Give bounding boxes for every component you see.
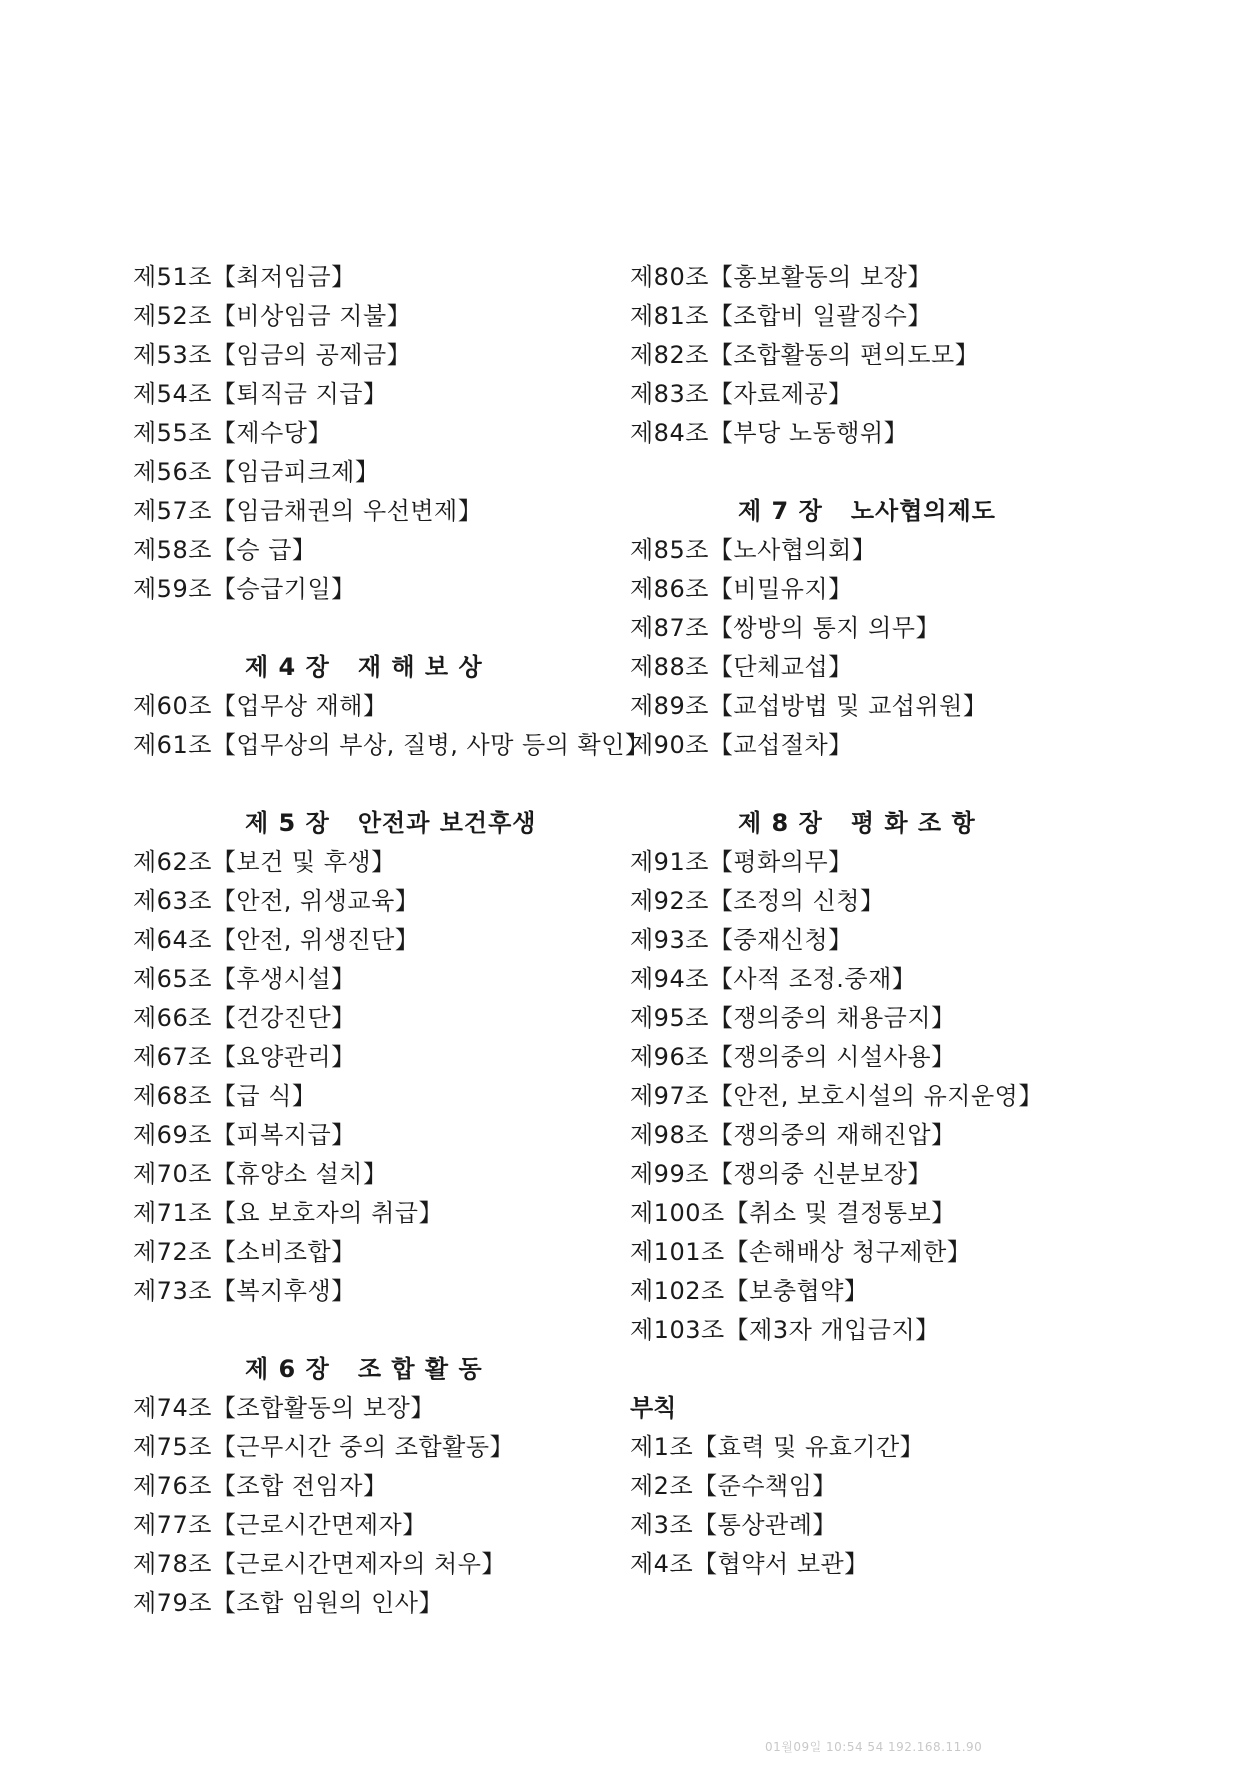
toc-entry: 제77조【근로시간면제자】 — [133, 1511, 427, 1539]
toc-entry: 제73조【복지후생】 — [133, 1277, 356, 1305]
chapter-heading-7: 제 7 장 노사협의제도 — [738, 497, 996, 525]
toc-entry: 제52조【비상임금 지불】 — [133, 302, 412, 330]
toc-entry: 제101조【손해배상 청구제한】 — [630, 1238, 972, 1266]
toc-entry: 제64조【안전, 위생진단】 — [133, 926, 420, 954]
toc-entry: 제85조【노사협의회】 — [630, 536, 877, 564]
toc-list — [630, 258, 1150, 453]
toc-entry: 제1조【효력 및 유효기간】 — [630, 1433, 925, 1461]
toc-list — [133, 1389, 603, 1623]
toc-entry: 제86조【비밀유지】 — [630, 575, 853, 603]
toc-entry: 제65조【후생시설】 — [133, 965, 356, 993]
toc-entry: 제102조【보충협약】 — [630, 1277, 869, 1305]
toc-entry: 제91조【평화의무】 — [630, 848, 853, 876]
toc-list — [133, 843, 603, 1311]
toc-entry: 제80조【홍보활동의 보장】 — [630, 263, 932, 291]
toc-entry: 제97조【안전, 보호시설의 유지운영】 — [630, 1082, 1043, 1110]
toc-entry: 제92조【조정의 신청】 — [630, 887, 885, 915]
toc-entry: 제53조【임금의 공제금】 — [133, 341, 412, 369]
toc-entry: 제63조【안전, 위생교육】 — [133, 887, 420, 915]
toc-entry: 제3조【통상관례】 — [630, 1511, 837, 1539]
toc-entry: 제87조【쌍방의 통지 의무】 — [630, 614, 940, 642]
toc-entry: 제70조【휴양소 설치】 — [133, 1160, 388, 1188]
toc-entry: 제99조【쟁의중 신분보장】 — [630, 1160, 932, 1188]
toc-entry: 제57조【임금채권의 우선변제】 — [133, 497, 483, 525]
toc-entry: 제66조【건강진단】 — [133, 1004, 356, 1032]
toc-entry: 제79조【조합 임원의 인사】 — [133, 1589, 443, 1617]
toc-entry: 제58조【승 급】 — [133, 536, 317, 564]
toc-left-column — [133, 258, 650, 1623]
toc-entry: 제59조【승급기일】 — [133, 575, 356, 603]
toc-entry: 제100조【취소 및 결정통보】 — [630, 1199, 956, 1227]
toc-entry: 제51조【최저임금】 — [133, 263, 356, 291]
toc-entry: 제54조【퇴직금 지급】 — [133, 380, 388, 408]
chapter-heading-5: 제 5 장 안전과 보건후생 — [245, 809, 537, 837]
toc-entry: 제76조【조합 전임자】 — [133, 1472, 388, 1500]
toc-list — [630, 531, 1150, 765]
toc-entry: 제68조【급 식】 — [133, 1082, 317, 1110]
toc-entry: 제96조【쟁의중의 시설사용】 — [630, 1043, 956, 1071]
toc-list — [133, 687, 650, 765]
toc-entry: 제72조【소비조합】 — [133, 1238, 356, 1266]
appendix-heading: 부칙 — [630, 1394, 677, 1422]
toc-entry: 제82조【조합활동의 편의도모】 — [630, 341, 980, 369]
toc-list — [630, 843, 1150, 1350]
toc-entry: 제83조【자료제공】 — [630, 380, 853, 408]
toc-entry: 제94조【사적 조정.중재】 — [630, 965, 917, 993]
toc-entry: 제103조【제3자 개입금지】 — [630, 1316, 940, 1344]
toc-entry: 제62조【보건 및 후생】 — [133, 848, 396, 876]
toc-entry: 제93조【중재신청】 — [630, 926, 853, 954]
toc-entry: 제78조【근로시간면제자의 처우】 — [133, 1550, 506, 1578]
toc-entry: 제74조【조합활동의 보장】 — [133, 1394, 435, 1422]
toc-entry: 제67조【요양관리】 — [133, 1043, 356, 1071]
chapter-heading-8: 제 8 장 평 화 조 항 — [738, 809, 976, 837]
toc-entry: 제60조【업무상 재해】 — [133, 692, 388, 720]
fax-footer-stamp: 01월09일 10:54 54 192.168.11.90 — [765, 1740, 983, 1754]
toc-list — [133, 258, 603, 609]
toc-entry: 제98조【쟁의중의 재해진압】 — [630, 1121, 956, 1149]
toc-entry: 제61조【업무상의 부상, 질병, 사망 등의 확인】 — [133, 731, 650, 759]
toc-entry: 제84조【부당 노동행위】 — [630, 419, 909, 447]
toc-entry: 제4조【협약서 보관】 — [630, 1550, 869, 1578]
toc-entry: 제56조【임금피크제】 — [133, 458, 380, 486]
toc-entry: 제55조【제수당】 — [133, 419, 332, 447]
toc-entry: 제90조【교섭절차】 — [630, 731, 853, 759]
chapter-heading-4: 제 4 장 재 해 보 상 — [245, 653, 483, 681]
toc-entry: 제89조【교섭방법 및 교섭위원】 — [630, 692, 988, 720]
chapter-heading-6: 제 6 장 조 합 활 동 — [245, 1355, 483, 1383]
toc-entry: 제88조【단체교섭】 — [630, 653, 853, 681]
toc-entry: 제2조【준수책임】 — [630, 1472, 837, 1500]
toc-list — [630, 1428, 1150, 1584]
toc-entry: 제69조【피복지급】 — [133, 1121, 356, 1149]
toc-entry: 제71조【요 보호자의 취급】 — [133, 1199, 443, 1227]
toc-entry: 제81조【조합비 일괄징수】 — [630, 302, 932, 330]
toc-right-column — [630, 258, 1150, 1584]
toc-entry: 제95조【쟁의중의 채용금지】 — [630, 1004, 956, 1032]
toc-entry: 제75조【근무시간 중의 조합활동】 — [133, 1433, 515, 1461]
